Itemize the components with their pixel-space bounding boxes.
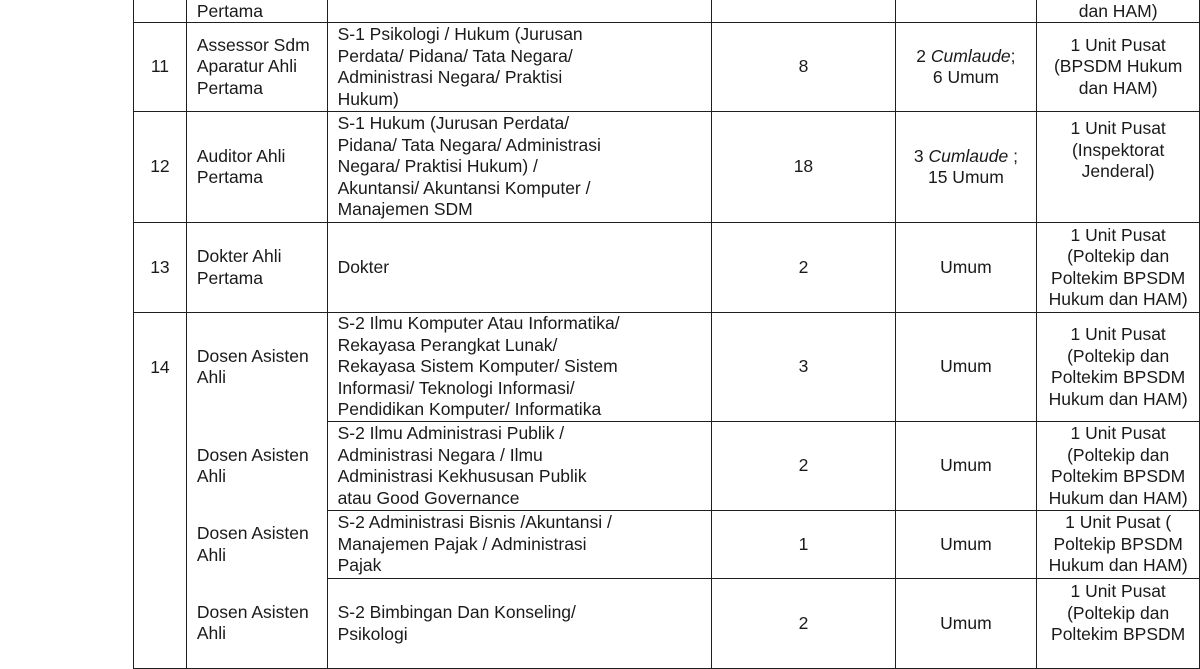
allocation-separator: ; [1008,145,1018,166]
allocation-rest: 6 Umum [932,67,999,87]
allocation-cell [895,23,1037,112]
allocation-rest: 15 Umum [927,167,1004,187]
quota-cell: 2 [712,579,895,669]
placement-cell: 1 Unit Pusat (Inspektorat Jenderal) [1037,112,1200,223]
qualification-cell: S-2 Bimbingan Dan Konseling/ Psikologi [327,579,712,669]
allocation-cell [895,0,1037,23]
placement-cell: 1 Unit Pusat ( Poltekip BPSDM Hukum dan HAM) [1037,511,1200,579]
placement-cell: 1 Unit Pusat (BPSDM Hukum dan HAM) [1037,23,1200,112]
quota-cell: 2 [712,422,895,511]
table-row [134,0,1200,23]
quota-cell: 1 [712,511,895,579]
allocation-separator: ; [1010,45,1016,66]
allocation-count: 2 [916,45,927,66]
row-number-cell: 11 [134,23,187,112]
row-number-cell [134,422,187,511]
placement-cell: 1 Unit Pusat (Poltekip dan Poltekim BPSDM [1037,579,1200,669]
position-cell: Assessor Sdm Aparatur Ahli Pertama [186,23,327,112]
allocation-cell: Umum [895,422,1037,511]
position-cell: Dosen Asisten Ahli [186,422,327,511]
row-number-cell [134,511,187,579]
allocation-cell: Umum [895,313,1037,422]
allocation-cell [895,112,1037,223]
allocation-cell: Umum [895,223,1037,313]
qualification-cell [327,0,712,23]
placement-cell: 1 Unit Pusat (Poltekip dan Poltekim BPSDM Hukum dan HAM) [1037,313,1200,422]
quota-cell: 2 [712,223,895,313]
quota-cell: 18 [712,112,895,223]
row-number-cell: 14 [134,313,187,422]
cumlaude-label: Cumlaude [928,145,1009,166]
cumlaude-label: Cumlaude [930,45,1011,66]
table-row [134,223,1200,313]
placement-cell: dan HAM) [1037,0,1200,23]
allocation-cell: Umum [895,511,1037,579]
table-row [134,579,1200,669]
qualification-cell: S-2 Administrasi Bisnis /Akuntansi / Manajemen Pajak / Administrasi Pajak [327,511,712,579]
position-cell: Pertama [186,0,327,23]
table-row [134,511,1200,579]
position-cell: Dosen Asisten Ahli [186,511,327,579]
position-cell: Dokter Ahli Pertama [186,223,327,313]
formasi-table [133,0,1200,669]
placement-cell: 1 Unit Pusat (Poltekip dan Poltekim BPSDM Hukum dan HAM) [1037,422,1200,511]
row-number-cell [134,0,187,23]
row-number-cell: 12 [134,112,187,223]
position-cell: Auditor Ahli Pertama [186,112,327,223]
qualification-cell: S-2 Ilmu Komputer Atau Informatika/ Rekayasa Perangkat Lunak/ Rekayasa Sistem Komputer/ Sistem Informasi/ Teknologi Informasi/ Pendidikan Komputer/ Informatika [327,313,712,422]
quota-cell [712,0,895,23]
row-number-cell [134,579,187,669]
qualification-cell: S-2 Ilmu Administrasi Publik / Administrasi Negara / Ilmu Administrasi Kekhususan Publik atau Good Governance [327,422,712,511]
allocation-cell: Umum [895,579,1037,669]
table-row [134,112,1200,223]
quota-cell: 8 [712,23,895,112]
position-cell: Dosen Asisten Ahli [186,579,327,669]
table-row [134,422,1200,511]
allocation-count: 3 [913,145,924,166]
table-row [134,23,1200,112]
position-cell: Dosen Asisten Ahli [186,313,327,422]
placement-cell: 1 Unit Pusat (Poltekip dan Poltekim BPSDM Hukum dan HAM) [1037,223,1200,313]
qualification-cell: S-1 Hukum (Jurusan Perdata/ Pidana/ Tata Negara/ Administrasi Negara/ Praktisi Hukum) / Akuntansi/ Akuntansi Komputer / Manajemen SDM [327,112,712,223]
quota-cell: 3 [712,313,895,422]
table-row [134,313,1200,422]
qualification-cell: S-1 Psikologi / Hukum (Jurusan Perdata/ Pidana/ Tata Negara/ Administrasi Negara/ Praktisi Hukum) [327,23,712,112]
row-number-cell: 13 [134,223,187,313]
qualification-cell: Dokter [327,223,712,313]
